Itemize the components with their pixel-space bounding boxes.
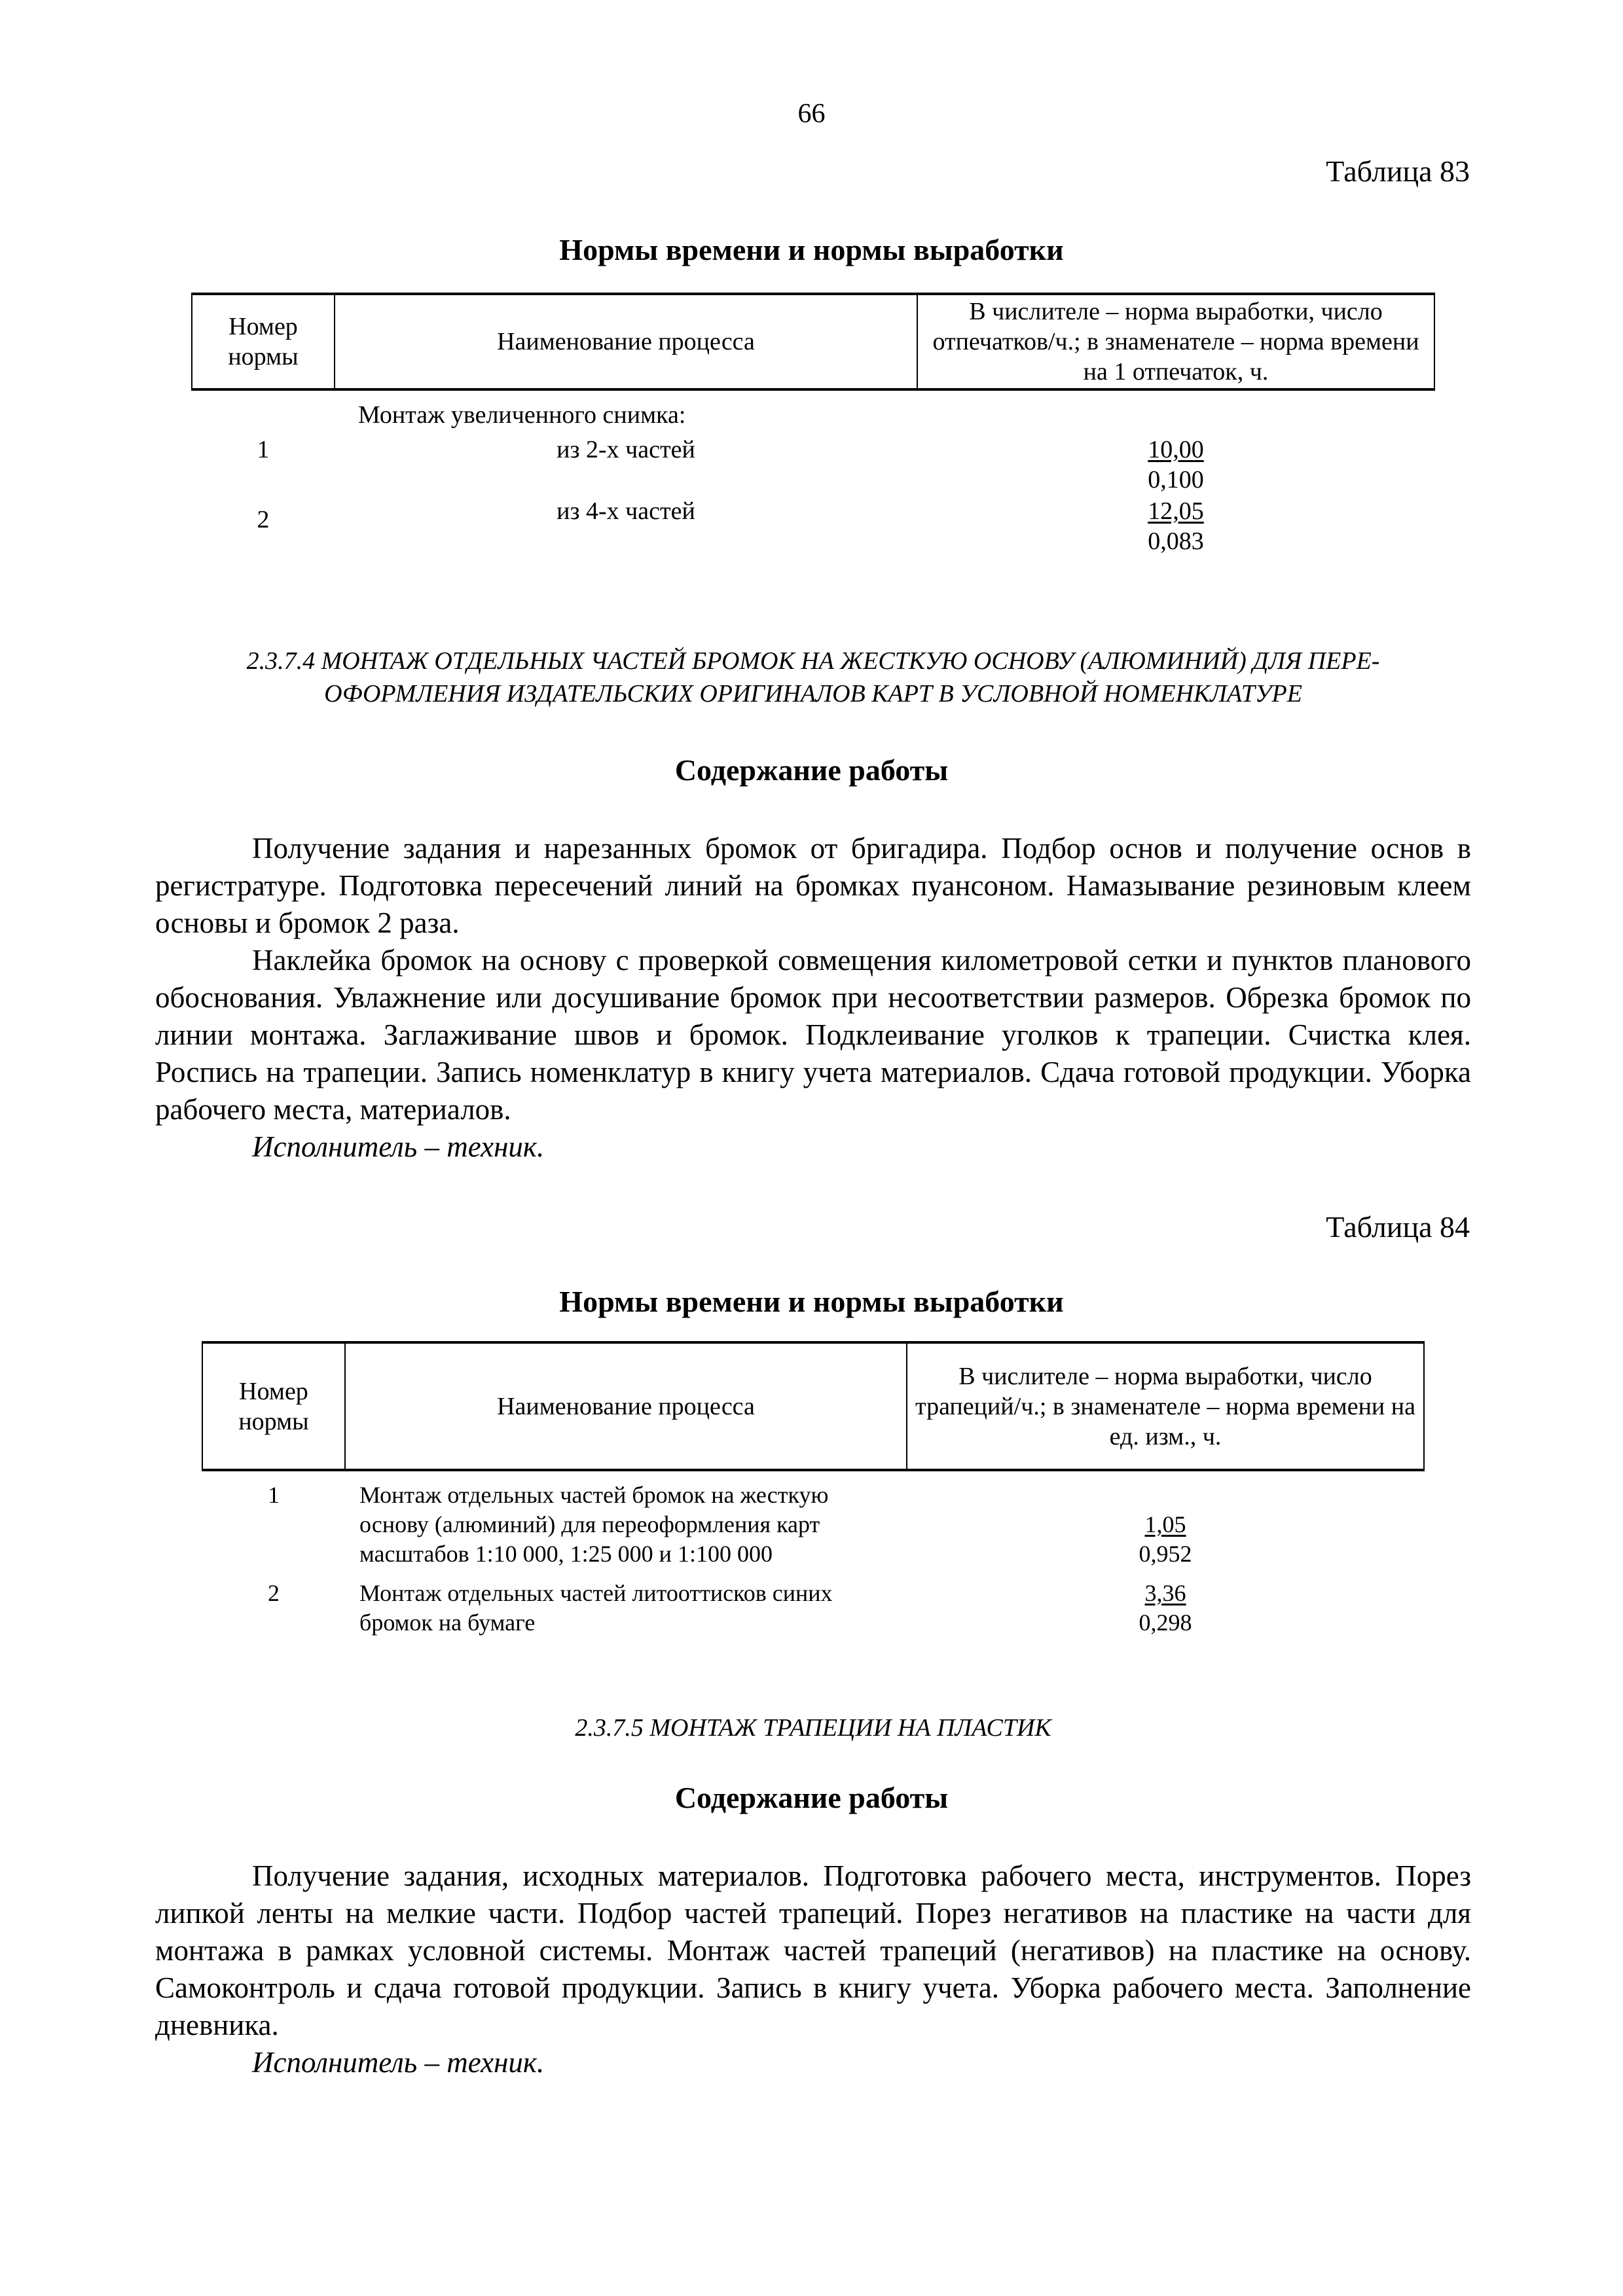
section-2374-content-heading: Содержание работы bbox=[674, 753, 949, 787]
table-83-title: Нормы времени и нормы выработки bbox=[559, 233, 1064, 266]
section-2375-body bbox=[155, 1857, 1471, 2081]
performer-line: Исполнитель – техник. bbox=[252, 2046, 545, 2079]
table-83 bbox=[191, 293, 1435, 557]
section-2375-content-heading: Содержание работы bbox=[674, 1781, 949, 1814]
row-numerator: 3,36 bbox=[1144, 1580, 1186, 1606]
table-83-header-row bbox=[192, 294, 1434, 389]
row-numerator: 12,05 bbox=[1148, 497, 1204, 525]
paragraph: Получение задания, исходных материалов. Подготовка рабочего места, инструментов. Порез липкой ленты на мелкие части. Подбор частей трапеций. Порез негативов на пластике на части для монтажа в рамках условной системы. Монтаж частей трапеций (негативов) на пластике на основу. Самоконтроль и сдача готовой продукции. Запись в книгу учета. Уборка рабочего места. Заполнение дневника. bbox=[155, 1859, 1471, 2041]
row-denominator: 0,952 bbox=[1139, 1541, 1192, 1567]
group-label: Монтаж увеличенного снимка: bbox=[358, 401, 686, 429]
row-value-fraction bbox=[1148, 435, 1204, 495]
row-numerator: 10,00 bbox=[1148, 436, 1204, 463]
header-value: В числителе – норма выработки, число трапеций/ч.; в знаменателе – норма времени на ед. изм., ч. bbox=[907, 1342, 1424, 1470]
row-process: Монтаж отдельных частей бромок на жесткую основу (алюминий) для переоформления карт масштабов 1:10 000, 1:25 000 и 1:100 000 bbox=[359, 1482, 829, 1567]
row-process: из 2-х частей bbox=[556, 436, 695, 463]
row-number: 1 bbox=[268, 1482, 280, 1508]
header-number: Номер нормы bbox=[192, 294, 335, 389]
header-number: Номер нормы bbox=[202, 1342, 345, 1470]
paragraph: Получение задания и нарезанных бромок от бригадира. Подбор основ и получение основ в регистратуре. Подготовка пересечений линий на бромках пуансоном. Намазывание резиновым клеем основы и бромок 2 раза. bbox=[155, 832, 1471, 939]
row-value-fraction bbox=[1148, 496, 1204, 556]
row-denominator: 0,298 bbox=[1139, 1609, 1192, 1636]
header-process: Наименование процесса bbox=[335, 294, 917, 389]
header-value: В числителе – норма выработки, число отпечатков/ч.; в знаменателе – норма времени на 1 отпечаток, ч. bbox=[917, 294, 1434, 389]
section-2374-title-line1: 2.3.7.4 МОНТАЖ ОТДЕЛЬНЫХ ЧАСТЕЙ БРОМОК НА ЖЕСТКУЮ ОСНОВУ (АЛЮМИНИЙ) ДЛЯ ПЕРЕ- bbox=[246, 647, 1380, 675]
table-84 bbox=[202, 1341, 1425, 1638]
paragraph: Наклейка бромок на основу с проверкой совмещения километровой сетки и пунктов планового обоснования. Увлажнение или досушивание бромок при несоответствии размеров. Обрезка бромок по линии монтажа. Заглаживание швов и бромок. Подклеивание уголков к трапеции. Счистка клея. Роспись на трапеции. Запись номенклатур в книгу учета материалов. Сдача готовой продукции. Уборка рабочего места, материалов. bbox=[155, 944, 1471, 1126]
section-2374-title bbox=[155, 645, 1471, 710]
table-84-label: Таблица 84 bbox=[1326, 1210, 1470, 1244]
table-row bbox=[192, 431, 1434, 495]
section-2374-body bbox=[155, 830, 1471, 1166]
table-84-header-row bbox=[202, 1342, 1424, 1470]
table-row bbox=[202, 1570, 1424, 1638]
section-2374-title-line2: ОФОРМЛЕНИЯ ИЗДАТЕЛЬСКИХ ОРИГИНАЛОВ КАРТ В УСЛОВНОЙ НОМЕНКЛАТУРЕ bbox=[324, 680, 1302, 708]
row-process: из 4-х частей bbox=[556, 497, 695, 525]
table-83-label: Таблица 83 bbox=[1326, 154, 1470, 188]
section-2375-title: 2.3.7.5 МОНТАЖ ТРАПЕЦИИ НА ПЛАСТИК bbox=[575, 1714, 1051, 1742]
row-number: 2 bbox=[257, 506, 270, 533]
table-row bbox=[192, 495, 1434, 557]
row-value-fraction bbox=[1139, 1510, 1192, 1569]
table-row bbox=[202, 1470, 1424, 1570]
row-number: 2 bbox=[268, 1580, 280, 1606]
row-value-fraction bbox=[1139, 1579, 1192, 1638]
row-denominator: 0,100 bbox=[1148, 466, 1204, 493]
row-process: Монтаж отдельных частей литооттисков синих бромок на бумаге bbox=[359, 1580, 833, 1636]
row-number: 1 bbox=[257, 436, 270, 463]
header-process: Наименование процесса bbox=[345, 1342, 907, 1470]
table-83-group-row bbox=[192, 389, 1434, 431]
performer-line: Исполнитель – техник. bbox=[252, 1130, 545, 1163]
table-84-title: Нормы времени и нормы выработки bbox=[559, 1285, 1064, 1318]
row-denominator: 0,083 bbox=[1148, 528, 1204, 555]
page-number: 66 bbox=[797, 99, 826, 129]
row-numerator: 1,05 bbox=[1144, 1511, 1186, 1537]
